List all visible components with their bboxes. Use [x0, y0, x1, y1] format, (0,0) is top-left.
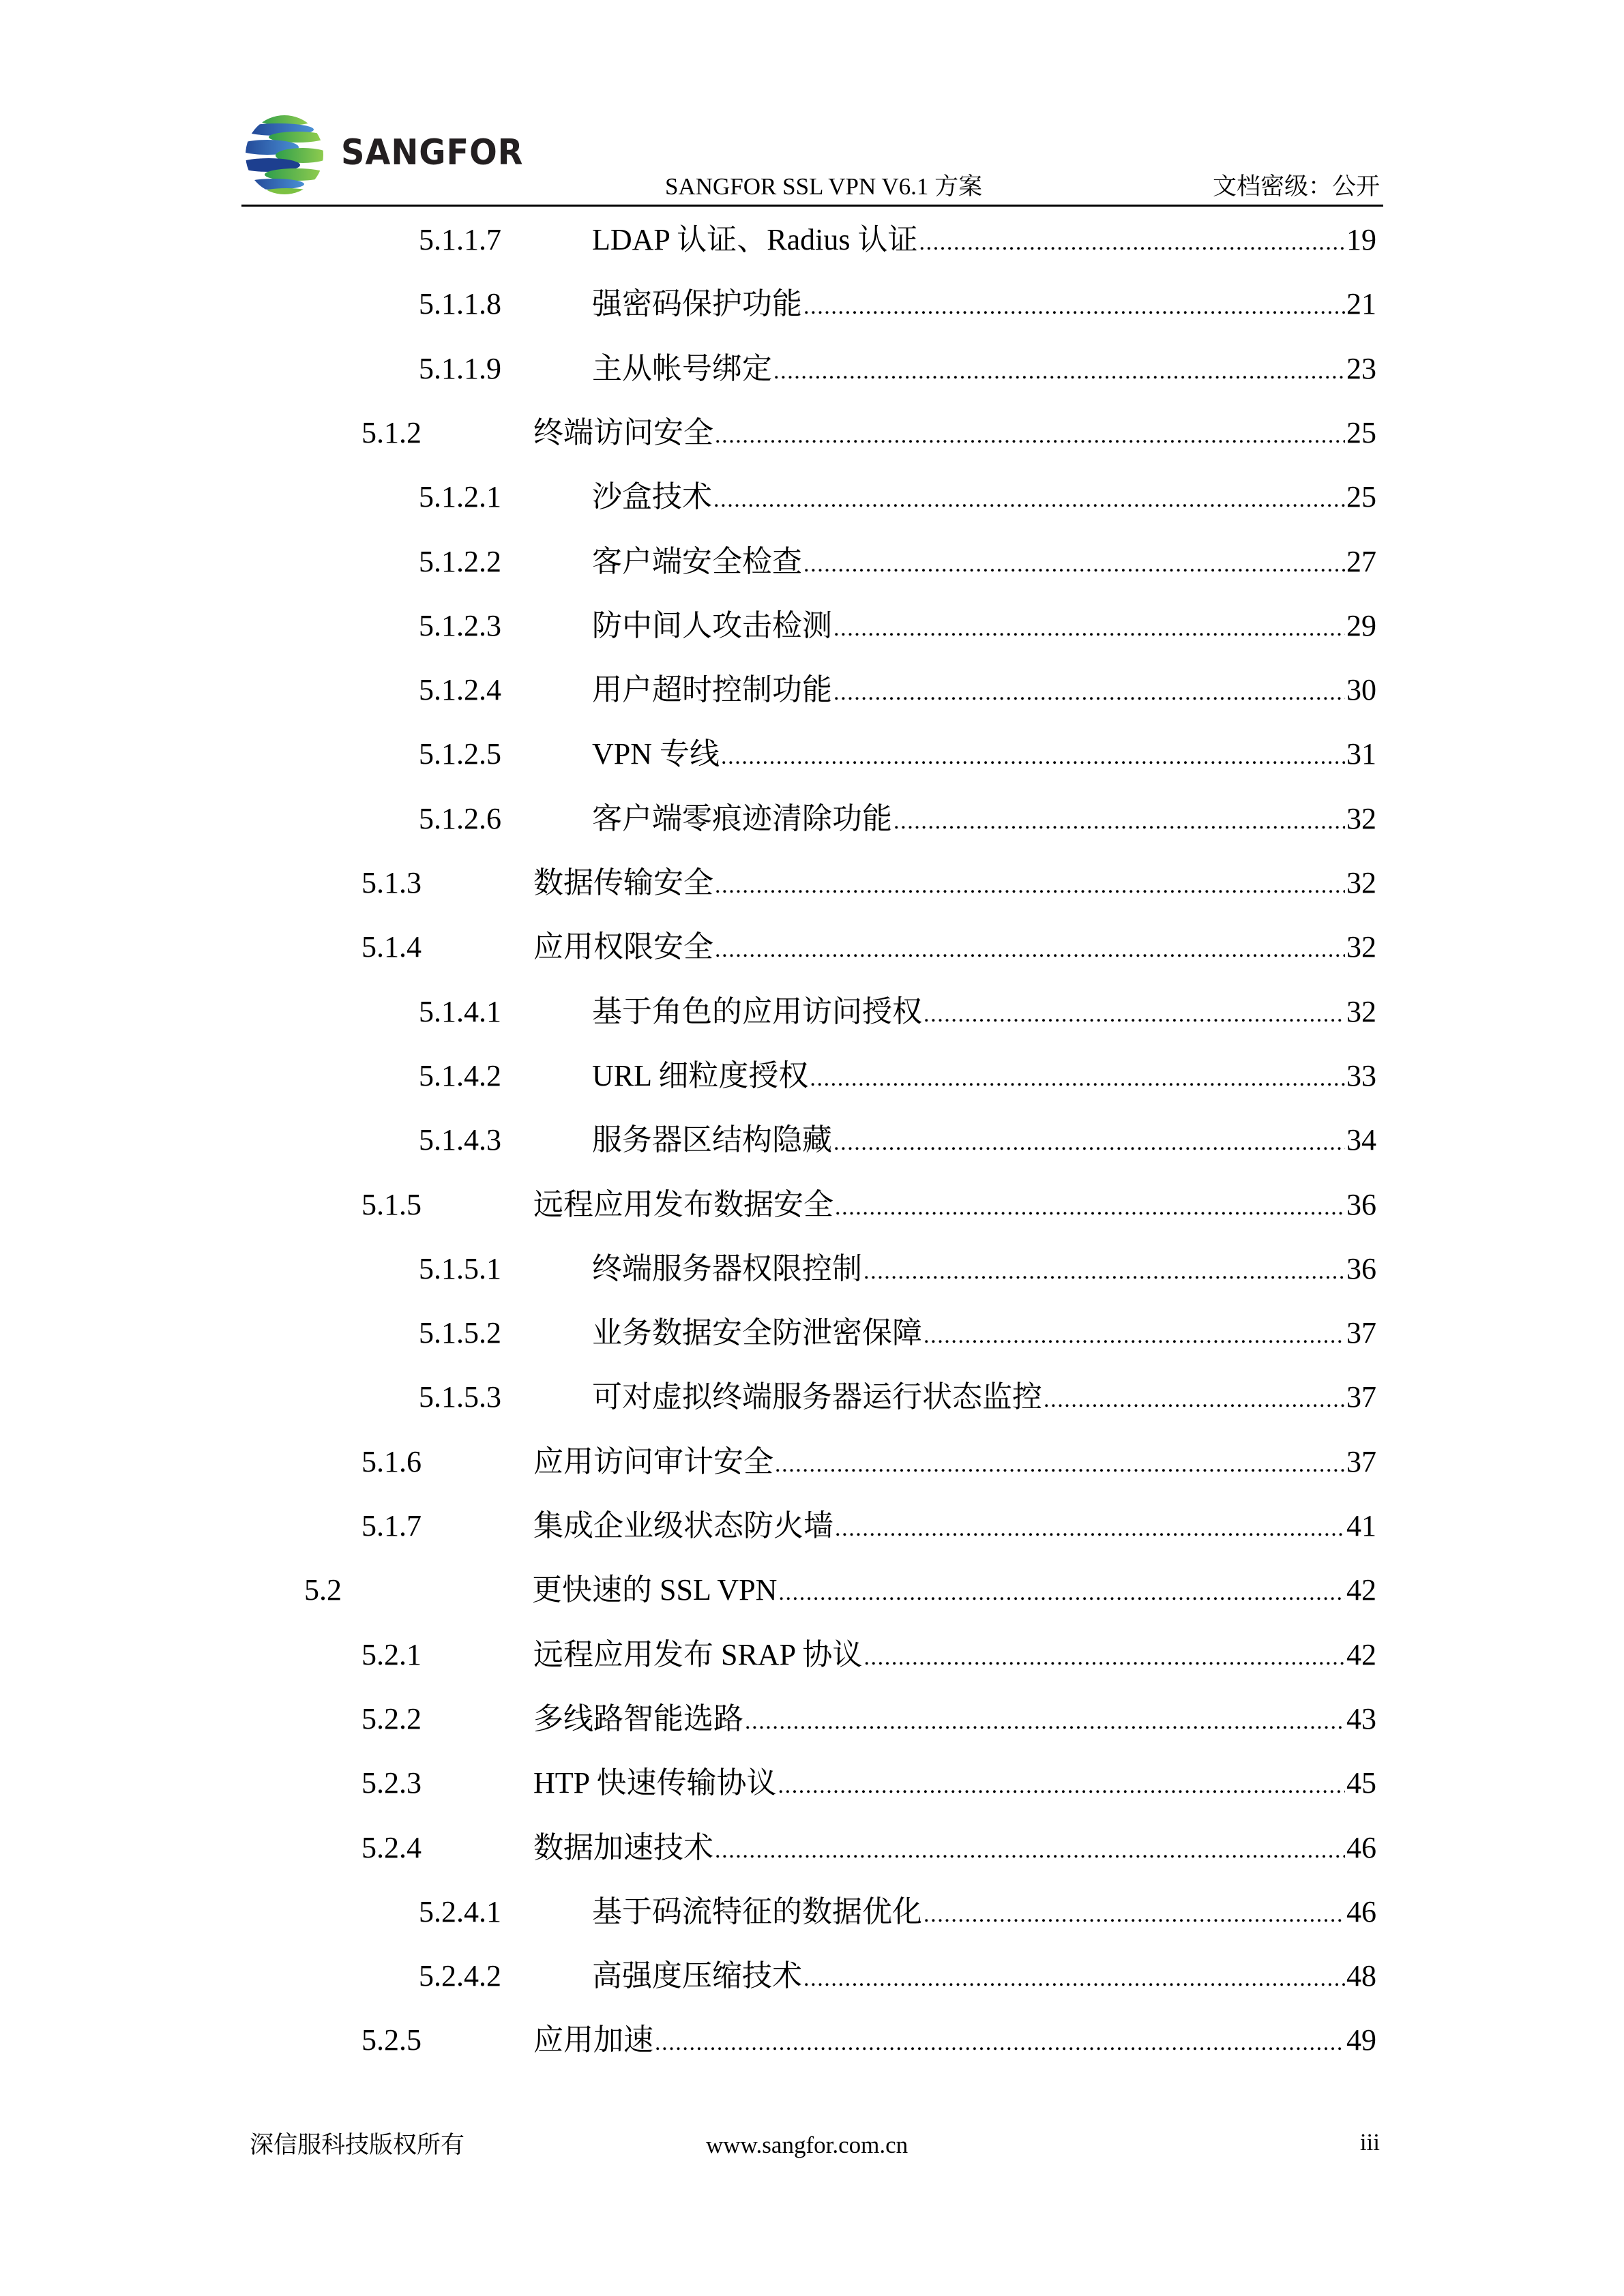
toc-entry-number: 5.2.4.2	[419, 1959, 501, 1993]
dot-leader	[924, 983, 1345, 1047]
toc-entry[interactable]	[361, 1494, 1376, 1558]
toc-entry-page: 23	[1346, 351, 1376, 385]
toc-entry[interactable]	[361, 1173, 1376, 1237]
toc-entry-number: 5.2.5	[361, 2023, 422, 2057]
toc-entry-link[interactable]	[592, 1880, 1376, 1947]
dot-leader	[810, 1047, 1345, 1111]
toc-entry-title: 应用权限安全	[533, 930, 713, 964]
toc-entry-page: 37	[1346, 1444, 1376, 1478]
toc-entry-link[interactable]	[592, 272, 1376, 339]
toc-entry[interactable]	[419, 1944, 1376, 2008]
toc-entry-number: 5.1.2	[361, 415, 422, 449]
toc-entry-page: 37	[1346, 1380, 1376, 1414]
dot-leader	[803, 1947, 1345, 2011]
toc-entry-number: 5.1.5	[361, 1187, 422, 1221]
toc-entry[interactable]	[361, 1623, 1376, 1687]
toc-entry-link[interactable]	[533, 2008, 1376, 2075]
footer-url[interactable]: www.sangfor.com.cn	[706, 2132, 909, 2158]
toc-entry-link[interactable]	[592, 658, 1376, 725]
toc-entry-number: 5.1.5.3	[419, 1380, 501, 1414]
toc-entry-link[interactable]	[592, 980, 1376, 1047]
toc-entry[interactable]	[419, 465, 1376, 529]
document-title: SANGFOR SSL VPN V6.1 方案	[665, 173, 983, 200]
dot-leader	[863, 1626, 1345, 1690]
page-header	[0, 0, 1624, 211]
toc-entry-link[interactable]	[533, 915, 1376, 982]
toc-entry-link[interactable]	[532, 1558, 1376, 1625]
dot-leader	[863, 1240, 1345, 1304]
toc-entry-title: 基于角色的应用访问授权	[592, 994, 922, 1028]
toc-entry-title: 终端服务器权限控制	[592, 1251, 862, 1285]
toc-entry[interactable]	[361, 1751, 1376, 1815]
toc-entry-number: 5.1.5.2	[419, 1316, 501, 1350]
toc-entry-link[interactable]	[533, 851, 1376, 918]
toc-entry-link[interactable]	[533, 1494, 1376, 1561]
dot-leader	[1044, 1368, 1345, 1432]
toc-entry[interactable]	[419, 787, 1376, 851]
toc-entry-number: 5.2.3	[361, 1766, 422, 1800]
toc-entry-link[interactable]	[592, 1301, 1376, 1368]
toc-entry-page: 32	[1346, 994, 1376, 1028]
dot-leader	[835, 1497, 1345, 1561]
toc-entry[interactable]	[419, 594, 1376, 658]
toc-entry-title: URL 细粒度授权	[592, 1058, 809, 1092]
toc-entry-title: 业务数据安全防泄密保障	[592, 1316, 922, 1350]
dot-leader	[919, 211, 1346, 275]
dot-leader	[803, 533, 1345, 597]
dot-leader	[655, 2011, 1345, 2075]
toc-entry-page: 34	[1346, 1123, 1376, 1157]
toc-entry-page: 32	[1346, 930, 1376, 964]
document-classification: 文档密级：公开	[1212, 173, 1380, 200]
toc-entry-number: 5.1.2.4	[419, 673, 501, 707]
logo-wordmark: SANGFOR	[341, 132, 524, 173]
toc-entry-page: 42	[1346, 1637, 1376, 1671]
dot-leader	[833, 1111, 1345, 1175]
toc-entry-link[interactable]	[592, 208, 1376, 275]
dot-leader	[924, 1304, 1345, 1368]
toc-entry-title: 多线路智能选路	[533, 1701, 743, 1735]
sangfor-globe-icon	[244, 115, 325, 195]
toc-entry-title: 应用访问审计安全	[533, 1444, 773, 1478]
toc-entry-title: 应用加速	[533, 2023, 653, 2057]
dot-leader	[924, 1883, 1345, 1947]
dot-leader	[833, 597, 1345, 661]
toc-entry-link[interactable]	[533, 1173, 1376, 1240]
toc-entry-page: 46	[1346, 1894, 1376, 1928]
toc-entry-title: 远程应用发布数据安全	[533, 1187, 833, 1221]
dot-leader	[833, 661, 1345, 725]
dot-leader	[775, 1433, 1345, 1497]
toc-entry-number: 5.1.4.1	[419, 994, 501, 1028]
toc-entry-number: 5.2.4.1	[419, 1894, 501, 1928]
toc-entry-title: LDAP 认证、Radius 认证	[592, 223, 918, 256]
toc-entry[interactable]	[419, 208, 1376, 272]
toc-entry-page: 42	[1346, 1573, 1376, 1607]
toc-entry-number: 5.1.1.9	[419, 351, 501, 385]
footer-copyright: 深信服科技版权所有	[250, 2132, 465, 2158]
toc-entry[interactable]	[419, 1044, 1376, 1108]
toc-entry-page: 36	[1346, 1251, 1376, 1285]
toc-entry-title: 基于码流特征的数据优化	[592, 1894, 922, 1928]
toc-entry-link[interactable]	[533, 401, 1376, 468]
toc-entry[interactable]	[419, 1108, 1376, 1172]
toc-entry[interactable]	[419, 530, 1376, 594]
toc-entry-link[interactable]	[592, 594, 1376, 661]
toc-entry-link[interactable]	[592, 1044, 1376, 1111]
dot-leader	[715, 404, 1345, 468]
toc-entry[interactable]	[419, 272, 1376, 336]
toc-entry-title: 服务器区结构隐藏	[592, 1123, 832, 1157]
toc-entry-number: 5.2.4	[361, 1830, 422, 1864]
toc-entry[interactable]	[361, 401, 1376, 465]
toc-entry[interactable]	[419, 658, 1376, 722]
dot-leader	[894, 790, 1345, 854]
toc-entry-page: 33	[1346, 1058, 1376, 1092]
toc-entry[interactable]	[419, 1365, 1376, 1429]
toc-entry-number: 5.1.4.3	[419, 1123, 501, 1157]
toc-entry-link[interactable]	[533, 1751, 1376, 1818]
toc-entry-number: 5.1.2.3	[419, 608, 501, 642]
page-number: iii	[1359, 2129, 1380, 2156]
toc-entry-link[interactable]	[592, 722, 1376, 789]
toc-entry-number: 5.2.1	[361, 1637, 422, 1671]
toc-entry-page: 30	[1346, 673, 1376, 707]
toc-entry-link[interactable]	[592, 1108, 1376, 1175]
toc-entry-page: 49	[1346, 2023, 1376, 2057]
dot-leader	[721, 725, 1345, 789]
toc-entry-number: 5.1.7	[361, 1509, 422, 1542]
toc-entry-number: 5.1.3	[361, 866, 422, 899]
page-footer	[0, 2121, 1624, 2168]
toc-entry-number: 5.1.1.8	[419, 287, 501, 321]
toc-entry-title: 用户超时控制功能	[592, 673, 832, 707]
toc-entry-title: 更快速的 SSL VPN	[532, 1573, 778, 1607]
toc-entry-title: 客户端零痕迹清除功能	[592, 801, 892, 835]
toc-entry-title: 主从帐号绑定	[592, 351, 772, 385]
toc-entry-page: 43	[1346, 1701, 1376, 1735]
dot-leader	[713, 468, 1345, 532]
toc-entry-number: 5.2	[304, 1573, 342, 1607]
toc-entry-title: 强密码保护功能	[592, 287, 802, 321]
dot-leader	[715, 854, 1345, 918]
toc-entry[interactable]	[361, 851, 1376, 915]
toc-entry-link[interactable]	[592, 1237, 1376, 1304]
toc-entry-number: 5.1.6	[361, 1444, 422, 1478]
toc-entry-page: 41	[1346, 1509, 1376, 1542]
toc-entry-page: 37	[1346, 1316, 1376, 1350]
toc-entry-title: HTP 快速传输协议	[533, 1766, 777, 1800]
toc-entry-link[interactable]	[592, 787, 1376, 854]
toc-entry-page: 29	[1346, 608, 1376, 642]
toc-entry-title: 终端访问安全	[533, 415, 713, 449]
toc-entry[interactable]	[419, 1301, 1376, 1365]
toc-entry-title: 集成企业级状态防火墙	[533, 1509, 833, 1542]
toc-entry[interactable]	[419, 980, 1376, 1044]
dot-leader	[778, 1561, 1345, 1625]
toc-entry-title: 数据传输安全	[533, 866, 713, 899]
toc-entry-page: 21	[1346, 287, 1376, 321]
toc-entry-page: 36	[1346, 1187, 1376, 1221]
dot-leader	[745, 1690, 1345, 1754]
dot-leader	[835, 1176, 1345, 1240]
toc-entry-number: 5.1.4.2	[419, 1058, 501, 1092]
toc-entry[interactable]	[361, 1687, 1376, 1751]
toc-entry-link[interactable]	[533, 1430, 1376, 1497]
toc-entry[interactable]	[361, 2008, 1376, 2072]
toc-entry-link[interactable]	[592, 337, 1376, 404]
toc-entry-link[interactable]	[592, 530, 1376, 597]
toc-entry[interactable]	[419, 1880, 1376, 1944]
toc-entry-link[interactable]	[592, 1944, 1376, 2011]
toc-entry-link[interactable]	[592, 465, 1376, 532]
dot-leader	[715, 1819, 1345, 1883]
toc-entry-number: 5.1.2.5	[419, 737, 501, 771]
toc-entry-title: 高强度压缩技术	[592, 1959, 802, 1993]
toc-entry-link[interactable]	[533, 1816, 1376, 1883]
dot-leader	[715, 918, 1345, 982]
toc-entry-link[interactable]	[533, 1687, 1376, 1754]
toc-entry-number: 5.2.2	[361, 1701, 422, 1735]
toc-entry-page: 31	[1346, 737, 1376, 771]
toc-entry-link[interactable]	[533, 1623, 1376, 1690]
toc-entry[interactable]	[304, 1558, 1376, 1622]
toc-entry-title: 防中间人攻击检测	[592, 608, 832, 642]
toc-entry[interactable]	[361, 915, 1376, 979]
toc-entry-number: 5.1.2.1	[419, 480, 501, 514]
toc-entry[interactable]	[419, 1237, 1376, 1301]
header-divider	[241, 205, 1383, 207]
toc-entry-page: 27	[1346, 544, 1376, 578]
toc-entry-link[interactable]	[592, 1365, 1376, 1432]
toc-entry-page: 32	[1346, 801, 1376, 835]
toc-entry-number: 5.1.5.1	[419, 1251, 501, 1285]
toc-entry[interactable]	[361, 1430, 1376, 1494]
toc-entry-page: 48	[1346, 1959, 1376, 1993]
toc-entry-title: 客户端安全检查	[592, 544, 802, 578]
toc-entry-page: 19	[1346, 223, 1376, 256]
toc-entry-page: 25	[1346, 415, 1376, 449]
toc-entry-number: 5.1.2.6	[419, 801, 501, 835]
toc-entry-number: 5.1.2.2	[419, 544, 501, 578]
toc-entry-title: 数据加速技术	[533, 1830, 713, 1864]
dot-leader	[803, 275, 1345, 339]
toc-entry-page: 45	[1346, 1766, 1376, 1800]
toc-entry-title: VPN 专线	[592, 737, 720, 771]
toc-entry-title: 可对虚拟终端服务器运行状态监控	[592, 1380, 1042, 1414]
toc-entry[interactable]	[419, 722, 1376, 786]
toc-entry-title: 远程应用发布 SRAP 协议	[533, 1637, 863, 1671]
toc-entry[interactable]	[361, 1816, 1376, 1880]
toc-entry-number: 5.1.4	[361, 930, 422, 964]
dot-leader	[778, 1754, 1346, 1818]
toc-entry-number: 5.1.1.7	[419, 223, 501, 256]
sangfor-logo	[244, 115, 524, 196]
dot-leader	[773, 340, 1345, 404]
toc-entry-page: 25	[1346, 480, 1376, 514]
toc-entry[interactable]	[419, 337, 1376, 401]
toc-entry-page: 46	[1346, 1830, 1376, 1864]
toc-entry-title: 沙盒技术	[592, 480, 712, 514]
toc-entry-page: 32	[1346, 866, 1376, 899]
